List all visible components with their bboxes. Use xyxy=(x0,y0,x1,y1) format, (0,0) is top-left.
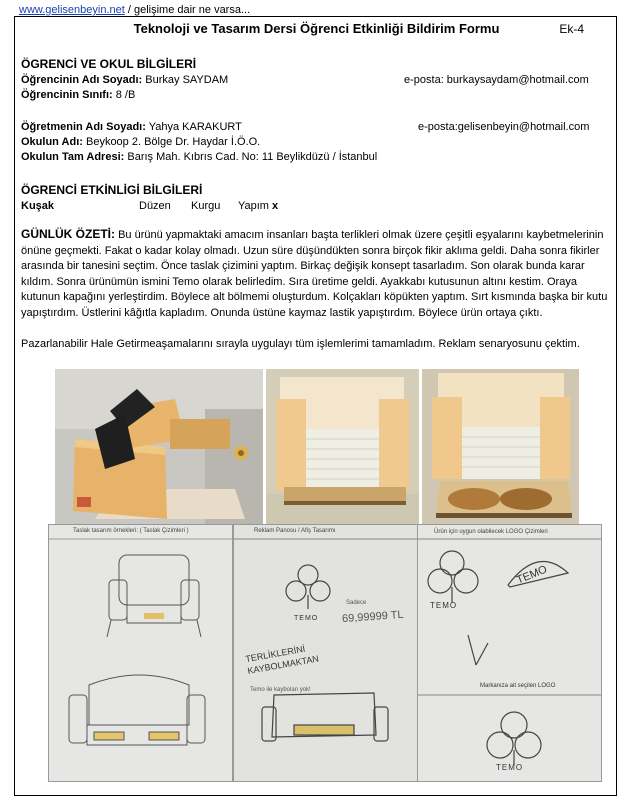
school-label: Okulun Adı: xyxy=(21,136,83,148)
student-email: e-posta: burkaysaydam@hotmail.com xyxy=(404,74,589,86)
level-mark: x xyxy=(272,200,279,212)
form-frame xyxy=(14,16,617,796)
teacher-email: e-posta:gelisenbeyin@hotmail.com xyxy=(418,121,590,133)
teacher-label: Öğretmenin Adı Soyadı: xyxy=(21,121,146,133)
sketch-1-title: Taslak tasarım örnekleri: ( Taslak Çizimleri ) xyxy=(73,528,189,534)
header-line xyxy=(19,4,250,16)
sketch-2-brand: TEMO xyxy=(294,615,319,622)
activity-section-heading: ÖGRENCİ ETKİNLİGİ BİLGİLERİ xyxy=(21,183,203,197)
photo-box-construction-image xyxy=(55,369,263,524)
photo-sofa-drawer xyxy=(422,369,579,524)
teacher-name: Yahya KARAKURT xyxy=(148,121,242,133)
form-code: Ek-4 xyxy=(559,22,584,36)
level-option-duzen: Düzen xyxy=(139,200,171,212)
level-option-kurgu: Kurgu xyxy=(191,200,221,212)
summary-text: Bu ürünü yapmaktaki amacım insanları başta terlikleri olmak üzere çeşitli eşyalarını kaybetmelerinin önüne geçmekti. Fakat o kadar kolay olmadı. Uzun süre düşündükten sonra birçok fikir aklıma geldi. Daha sonra fikirler arasında bir tanesini seçtim. Önce taslak çizimini yaptım. Birkaç değişik konsept tasarladım. Son olarak bunda karar kıldım. Sonra ürünümün ismini Temo olarak belirledim. Sıra üretime geldi. Ayakkabı kutusunun altını kestim. Oraya kutunun kapağını yerleştirdim. Böylece alt bölmemi oluşturdum. Kolçakları köpükten yaptım. Sırt kısmında başka bir kutu yapıştırdım. Üstlerini kâğıtla kapladım. Onunda üstüne kaymaz lastik yapıştırdım. Böylece ürün ortaya çıktı. xyxy=(21,229,608,319)
student-name-label: Öğrencinin Adı Soyadı: xyxy=(21,74,143,86)
photo-sofa-front xyxy=(266,369,419,524)
sketch-advertisement-poster xyxy=(233,524,418,782)
level-option-yapim xyxy=(238,200,278,212)
address: Barış Mah. Kıbrıs Cad. No: 11 Beylikdüzü / İstanbul xyxy=(127,151,378,163)
site-link[interactable]: www.gelisenbeyin.net xyxy=(19,4,125,16)
class-label: Öğrencinin Sınıfı: xyxy=(21,89,113,101)
photo-box-construction xyxy=(55,369,263,524)
address-label: Okulun Tam Adresi: xyxy=(21,151,125,163)
sketch-3-drawing xyxy=(418,525,601,781)
summary-paragraph xyxy=(21,227,613,322)
level-label: Kuşak xyxy=(21,200,55,212)
summary-heading: GÜNLÜK ÖZETİ: xyxy=(21,227,115,241)
form-title: Teknoloji ve Tasarım Dersi Öğrenci Etkinliği Bildirim Formu xyxy=(133,21,500,36)
sketch-logo-designs xyxy=(417,524,602,782)
sketch-2-slogan: TERLİKLERİNİ KAYBOLMAKTAN xyxy=(244,643,320,676)
sketch-1-drawing xyxy=(49,525,232,781)
photo-sofa-drawer-image xyxy=(422,369,579,524)
school-row xyxy=(21,136,260,148)
level-yapim-label: Yapım xyxy=(238,200,269,212)
sketch-2-tagline: Temo ile kaybolan yok! xyxy=(250,687,311,693)
address-row xyxy=(21,151,377,163)
school-name: Beykoop 2. Bölge Dr. Haydar İ.Ö.O. xyxy=(85,136,261,148)
class-value: 8 /B xyxy=(115,89,136,101)
sketch-1-drawer-mark xyxy=(144,613,164,619)
summary-text-2: Pazarlanabilir Hale Getirmeaşamalarını sırayla uygulayı tüm işlemlerimi tamamladım. Reklam senaryosunu çektim. xyxy=(21,338,580,350)
sketch-draft-drawings xyxy=(48,524,233,782)
sketch-3-brand-2: TEMO xyxy=(514,563,549,587)
sketch-2-title: Reklam Panosu / Afiş Tasarımı xyxy=(254,528,336,534)
sketch-3-brand-3: TEMO xyxy=(496,763,524,772)
student-name: Burkay SAYDAM xyxy=(145,74,229,86)
student-name-row xyxy=(21,74,228,86)
teacher-row xyxy=(21,121,242,133)
sketch-3-title: Ürün için uygun olabilecek LOGO Çizimleri xyxy=(434,529,548,535)
class-row xyxy=(21,89,135,101)
photo-sofa-front-image xyxy=(266,369,419,524)
student-section-heading: ÖGRENCİ VE OKUL BİLGİLERİ xyxy=(21,57,197,71)
sketch-2-sadece: Sadece xyxy=(346,600,367,606)
sketch-2-price: 69,99999 TL xyxy=(341,608,404,626)
sketch-3-brand-1: TEMO xyxy=(430,601,458,610)
sketch-3-subtitle: Markanıza ait seçilen LOGO xyxy=(480,683,556,689)
site-tagline: / gelişime dair ne varsa... xyxy=(127,4,251,16)
